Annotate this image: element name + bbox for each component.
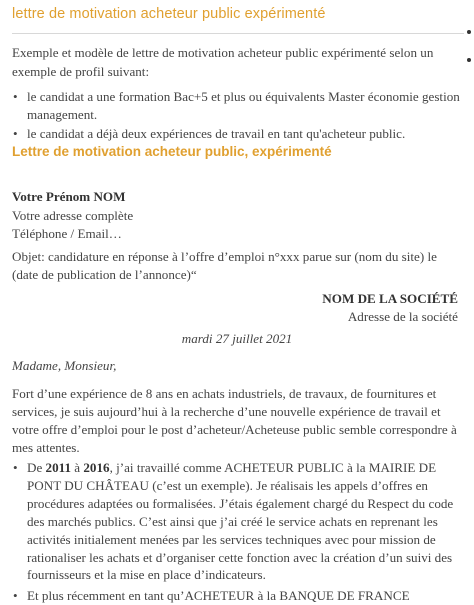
list-item: • Et plus récemment en tant qu’ACHETEUR à la BANQUE DE FRANCE	[12, 587, 458, 605]
intro-paragraph: Exemple et modèle de lettre de motivation acheteur public expérimenté selon un exemple de profil suivant:	[12, 45, 434, 79]
sender-block	[12, 188, 133, 244]
profile-list	[12, 88, 464, 143]
sender-address: Votre adresse complète	[12, 207, 134, 223]
article-title: lettre de motivation acheteur public expérimenté	[12, 6, 326, 22]
company-name: NOM DE LA SOCIÉTÉ	[322, 291, 458, 306]
letter-subtitle: Lettre de motivation acheteur public, expérimenté	[12, 144, 332, 159]
recipient-block	[322, 290, 458, 326]
company-address: Adresse de la société	[347, 309, 458, 324]
letter-subject: Objet: candidature en réponse à l’offre d’emploi n°xxx parue sur (nom du site) le (date de publication de l’annonce)“	[12, 249, 437, 282]
experience-connector: à	[71, 460, 84, 475]
letter-date: mardi 27 juillet 2021	[181, 331, 293, 346]
scrollbar-indicator[interactable]	[466, 30, 472, 70]
scroll-dot-icon	[467, 58, 471, 62]
scroll-dot-icon	[467, 30, 471, 34]
experience-year-start: 2011	[45, 460, 72, 475]
experience-list	[12, 459, 458, 605]
letter-salutation: Madame, Monsieur,	[12, 358, 117, 373]
sender-contact: Téléphone / Email…	[12, 226, 122, 241]
experience-text: , j’ai travaillé comme ACHETEUR PUBLIC à la MAIRIE DE PONT DU CHÂTEAU (c’est un exemple). Je réalisais les appels d’offres en procédures adaptées ou formalisées. J’étais également chargé du Respect du code des marchés publics. C’est ainsi que j’ai créé le service achats en reprenant les activités initialement menées par les services techniques avec pour mission de rationaliser les achats et d’organiser cette fonction avec la création d’un suivi des fournisseurs et la mise en place d’indicateurs.	[27, 460, 454, 583]
sender-name: Votre Prénom NOM	[12, 189, 126, 204]
list-item: • le candidat a une formation Bac+5 et plus ou équivalents Master économie gestion management.	[12, 88, 464, 124]
experience-prefix: De	[27, 460, 46, 475]
list-item: • le candidat a déjà deux expériences de travail en tant qu'acheteur public.	[12, 125, 464, 143]
list-item	[12, 459, 458, 584]
title-divider	[12, 33, 464, 34]
experience-year-end: 2016	[83, 460, 110, 475]
letter-paragraph: Fort d’une expérience de 8 ans en achats industriels, de travaux, de fournitures et services, je suis aujourd’hui à la recherche d’une nouvelle expérience de travail et votre offre d’emploi pour le post d’acheteur/Acheteuse public semble correspondre à mes attentes.	[12, 386, 457, 456]
